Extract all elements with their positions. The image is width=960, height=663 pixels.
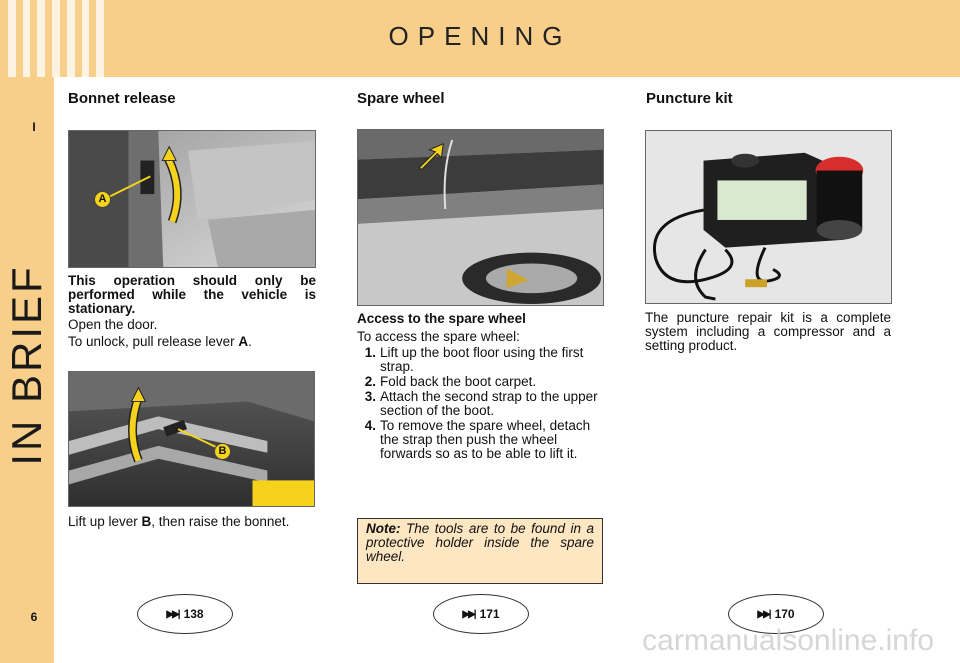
tools-note: Note: The tools are to be found in a protective holder inside the spare wheel. <box>357 518 603 584</box>
spare-wheel-page-reference[interactable] <box>433 594 529 634</box>
unlock-text: To unlock, pull release lever A. <box>68 334 252 349</box>
puncture-kit-photo <box>645 130 892 304</box>
chapter-number: I <box>32 120 36 134</box>
step-item: 1. Lift up the boot floor using the first strap. <box>364 345 584 374</box>
safety-warning: This operation should only be performed while the vehicle is stationary. <box>68 273 316 316</box>
fast-forward-icon: ▶▶| <box>462 608 475 620</box>
spare-wheel-steps <box>360 346 600 462</box>
step-item: 4. To remove the spare wheel, detach the strap then push the wheel forwards so as to be able to lift it. <box>364 418 591 461</box>
spare-ref-number: 171 <box>479 607 500 621</box>
access-subtitle: Access to the spare wheel <box>357 311 526 326</box>
section-label: IN BRIEF <box>3 264 50 466</box>
bonnet-release-heading: Bonnet release <box>68 90 176 107</box>
open-door-text: Open the door. <box>68 317 158 332</box>
puncture-kit-description: The puncture repair kit is a complete system including a compressor and a setting product. <box>645 310 891 353</box>
fast-forward-icon: ▶▶| <box>757 608 770 620</box>
bonnet-page-reference[interactable] <box>137 594 233 634</box>
step-item: 2. Fold back the boot carpet. <box>364 374 537 389</box>
bonnet-lift-photo <box>68 371 315 507</box>
header-stripes <box>8 0 104 77</box>
fast-forward-icon: ▶▶| <box>166 608 179 620</box>
puncture-kit-heading: Puncture kit <box>646 90 733 107</box>
access-intro: To access the spare wheel: <box>357 329 520 344</box>
bonnet-ref-number: 138 <box>183 607 204 621</box>
spare-wheel-heading: Spare wheel <box>357 90 445 107</box>
boot-spare-wheel-photo <box>357 129 604 306</box>
page-number: 6 <box>30 610 38 624</box>
callout-a: A <box>94 191 111 208</box>
callout-b: B <box>214 443 231 460</box>
puncture-ref-number: 170 <box>774 607 795 621</box>
watermark: carmanualsonline.info <box>642 624 934 657</box>
lift-lever-text: Lift up lever B, then raise the bonnet. <box>68 514 290 529</box>
page-title: OPENING <box>388 21 572 51</box>
step-item: 3. Attach the second strap to the upper section of the boot. <box>364 389 598 418</box>
